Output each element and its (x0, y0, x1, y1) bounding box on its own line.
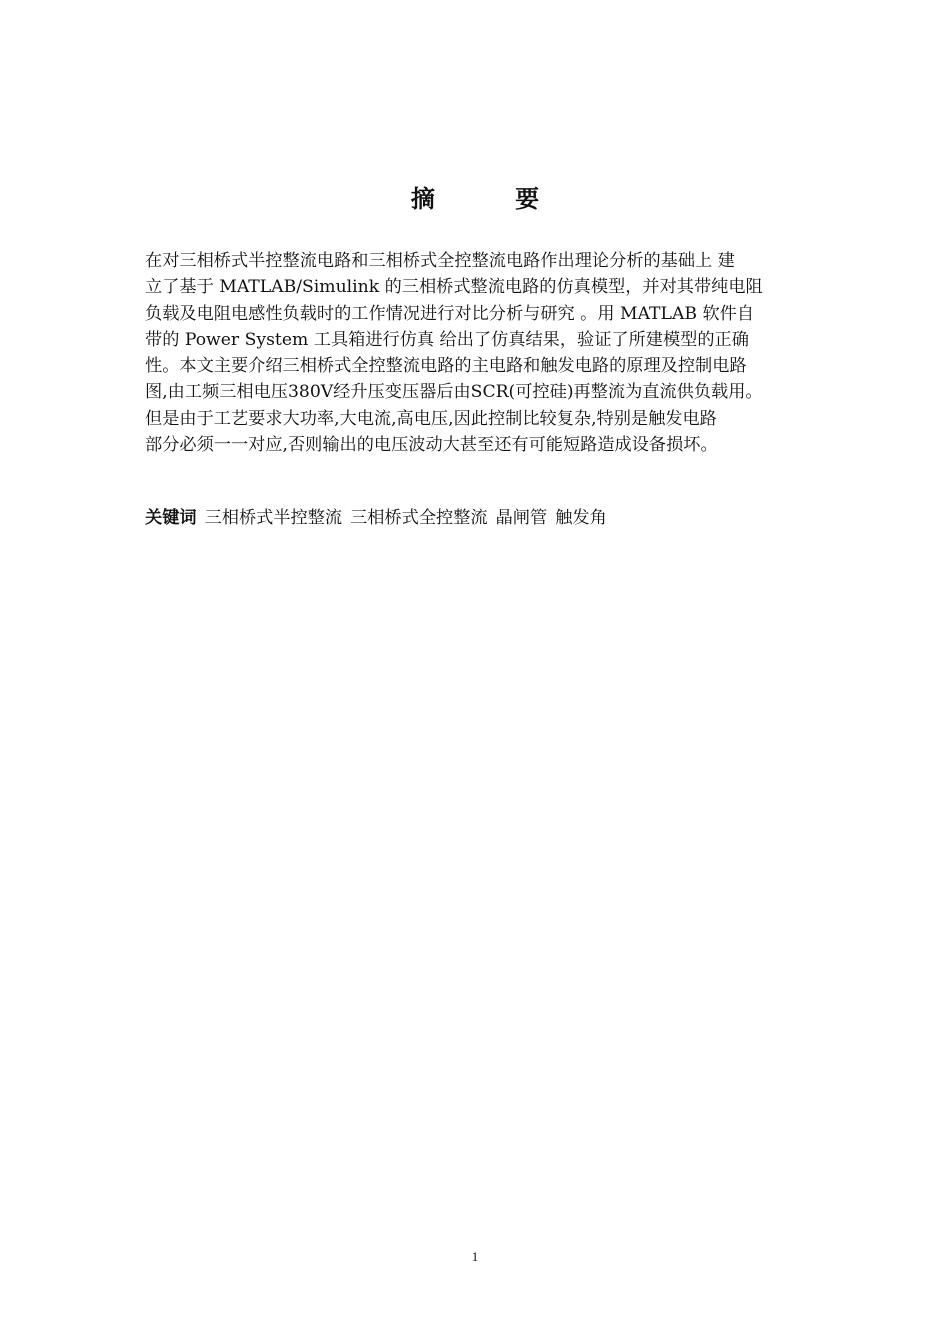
page-number: 1 (471, 1249, 479, 1264)
abstract-body (145, 248, 810, 458)
abstract-line: 立了基于 MATLAB/Simulink 的三相桥式整流电路的仿真模型，并对其带纯电阻 (145, 277, 763, 298)
abstract-line: 带的 Power System 工具箱进行仿真 给出了仿真结果，验证了所建模型的正确 (145, 329, 749, 350)
keywords-line (145, 505, 607, 531)
abstract-line: 部分必须一一对应,否则输出的电压波动大甚至还有可能短路造成设备损坏。 (145, 435, 718, 456)
abstract-title: 摘 要 (410, 185, 576, 213)
keyword-item: 晶闸管 (495, 508, 548, 528)
abstract-line: 图,由工频三相电压380V经升压变压器后由SCR(可控硅)再整流为直流供负载用。 (145, 382, 763, 403)
abstract-line: 负载及电阻电感性负载时的工作情况进行对比分析与研究 。用 MATLAB 软件自 (145, 303, 755, 324)
keyword-item: 三相桥式全控整流 (350, 508, 488, 528)
keyword-item: 三相桥式半控整流 (204, 508, 343, 528)
keywords-label: 关键词 (145, 508, 197, 528)
abstract-line: 在对三相桥式半控整流电路和三相桥式全控整流电路作出理论分析的基础上 建 (145, 251, 735, 271)
abstract-line: 性。本文主要介绍三相桥式全控整流电路的主电路和触发电路的原理及控制电路 (145, 356, 747, 377)
abstract-line: 但是由于工艺要求大功率,大电流,高电压,因此控制比较复杂,特别是触发电路 (145, 408, 717, 429)
keyword-item: 触发角 (555, 508, 607, 528)
